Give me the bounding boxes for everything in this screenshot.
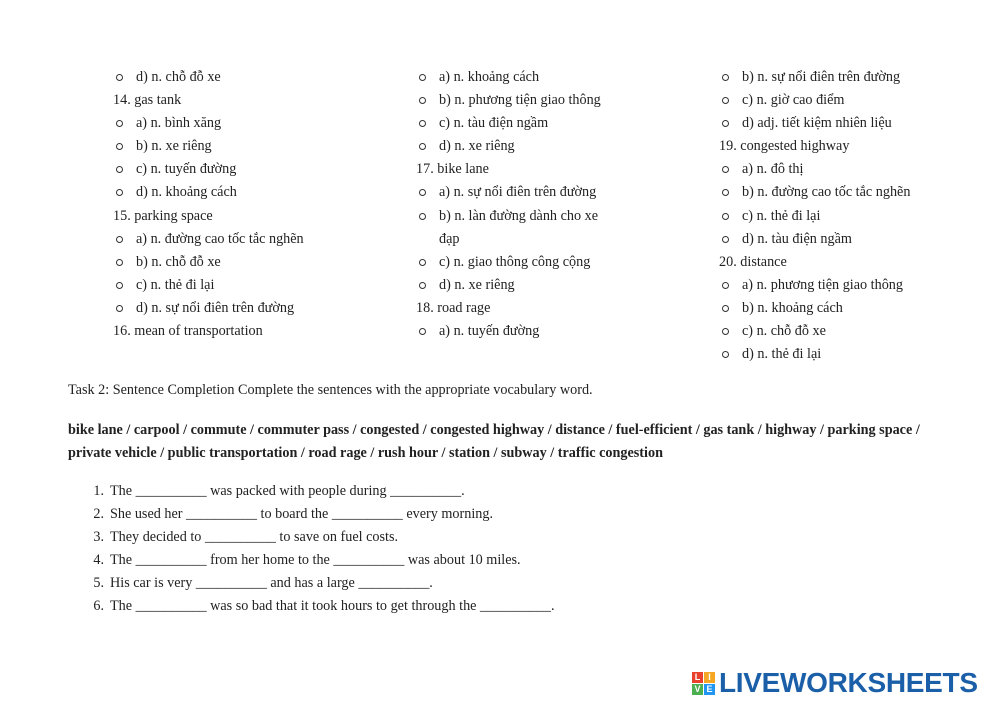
answer-option[interactable] (416, 205, 619, 251)
answer-option[interactable] (719, 205, 999, 228)
answer-option[interactable] (719, 274, 999, 297)
radio-circle-icon[interactable] (722, 305, 729, 312)
answer-option[interactable] (416, 320, 686, 343)
item-text: b) n. chỗ đỗ xe (136, 253, 221, 270)
word-bank: bike lane / carpool / commute / commuter pass / congested / congested highway / distance / fuel-efficient / gas tank / highway / parking space / private vehicle / public transportation / road rage / rush hour / station / subway / traffic congestion (68, 422, 920, 461)
item-text: c) n. chỗ đỗ xe (742, 323, 826, 340)
sentence-text: His car is very __________ and has a large __________. (110, 575, 433, 592)
answer-option[interactable] (113, 274, 413, 297)
radio-circle-icon[interactable] (419, 259, 426, 266)
sentence-item (68, 549, 768, 572)
sentence-item (68, 572, 768, 595)
item-text: b) n. làn đường dành cho xe đạp (439, 207, 598, 247)
item-text: d) n. xe riêng (439, 276, 515, 293)
item-text: a) n. bình xăng (136, 115, 222, 132)
radio-circle-icon[interactable] (722, 74, 729, 81)
sentence-text: The __________ was so bad that it took hours to get through the __________. (110, 598, 555, 615)
item-text: b) n. sự nổi điên trên đường (742, 69, 901, 85)
radio-circle-icon[interactable] (722, 351, 729, 358)
item-text: 15. parking space (113, 207, 213, 224)
item-text: d) adj. tiết kiệm nhiên liệu (742, 115, 892, 132)
logo-icon (692, 672, 715, 695)
item-text: 16. mean of transportation (113, 323, 263, 340)
radio-circle-icon[interactable] (722, 97, 729, 104)
options-column-3 (719, 66, 999, 366)
radio-circle-icon[interactable] (722, 120, 729, 127)
radio-circle-icon[interactable] (419, 74, 426, 81)
answer-option[interactable] (113, 112, 413, 135)
sentence-text: The __________ from her home to the __________ was about 10 miles. (110, 552, 521, 569)
radio-circle-icon[interactable] (722, 189, 729, 196)
radio-circle-icon[interactable] (419, 143, 426, 150)
radio-circle-icon[interactable] (116, 120, 123, 127)
item-text: a) n. tuyến đường (439, 323, 540, 340)
answer-option[interactable] (416, 89, 686, 112)
item-text: 17. bike lane (416, 161, 489, 178)
sentence-text: She used her __________ to board the __________ every morning. (110, 506, 494, 523)
brand-name: LIVEWORKSHEETS (719, 667, 978, 698)
answer-option[interactable] (113, 158, 413, 181)
sentence-item (68, 503, 768, 526)
answer-option[interactable] (719, 343, 999, 366)
item-text: c) n. giao thông công cộng (439, 253, 591, 270)
answer-option[interactable] (113, 228, 413, 251)
radio-circle-icon[interactable] (419, 282, 426, 289)
item-text: c) n. giờ cao điểm (742, 92, 845, 109)
radio-circle-icon[interactable] (419, 213, 426, 220)
radio-circle-icon[interactable] (722, 166, 729, 173)
item-text: a) n. sự nổi điên trên đường (439, 184, 597, 201)
item-text: b) n. xe riêng (136, 138, 212, 155)
logo-letter: I (704, 672, 715, 683)
answer-option[interactable] (719, 158, 999, 181)
radio-circle-icon[interactable] (722, 328, 729, 335)
answer-option[interactable] (113, 66, 413, 89)
sentence-number: 6. (93, 598, 104, 615)
radio-circle-icon[interactable] (722, 213, 729, 220)
radio-circle-icon[interactable] (419, 189, 426, 196)
question-item (113, 89, 413, 112)
logo-letter: E (704, 684, 715, 695)
item-text: c) n. tuyến đường (136, 161, 237, 178)
question-item (719, 251, 999, 274)
answer-option[interactable] (719, 181, 999, 204)
sentence-number: 3. (93, 529, 104, 546)
radio-circle-icon[interactable] (116, 166, 123, 173)
answer-option[interactable] (416, 251, 686, 274)
radio-circle-icon[interactable] (419, 120, 426, 127)
radio-circle-icon[interactable] (116, 143, 123, 150)
radio-circle-icon[interactable] (116, 282, 123, 289)
radio-circle-icon[interactable] (116, 236, 123, 243)
item-text: b) n. khoảng cách (742, 299, 843, 316)
sentence-list (68, 480, 768, 619)
sentence-item (68, 480, 768, 503)
item-text: b) n. phương tiện giao thông (439, 92, 601, 109)
item-text: d) n. xe riêng (439, 138, 515, 155)
answer-option[interactable] (113, 135, 413, 158)
radio-circle-icon[interactable] (116, 259, 123, 266)
item-text: 20. distance (719, 253, 787, 270)
sentence-item (68, 595, 768, 618)
radio-circle-icon[interactable] (722, 236, 729, 243)
radio-circle-icon[interactable] (419, 97, 426, 104)
radio-circle-icon[interactable] (419, 328, 426, 335)
task2-instruction: Task 2: Sentence Completion Complete the sentences with the appropriate vocabulary word. (68, 382, 593, 398)
answer-option[interactable] (416, 66, 686, 89)
sentence-number: 4. (93, 552, 104, 569)
item-text: d) n. tàu điện ngầm (742, 230, 852, 247)
item-text: 18. road rage (416, 299, 491, 316)
item-text: a) n. khoảng cách (439, 69, 540, 85)
question-item (113, 205, 413, 228)
question-item (719, 135, 999, 158)
radio-circle-icon[interactable] (722, 282, 729, 289)
liveworksheets-logo[interactable] (692, 668, 978, 698)
options-column-2 (416, 66, 686, 343)
answer-option[interactable] (416, 274, 686, 297)
answer-option[interactable] (719, 228, 999, 251)
answer-option[interactable] (719, 89, 999, 112)
answer-option[interactable] (416, 135, 686, 158)
question-item (416, 158, 686, 181)
sentence-number: 5. (93, 575, 104, 592)
sentence-number: 2. (93, 506, 104, 523)
answer-option[interactable] (113, 251, 413, 274)
answer-option[interactable] (113, 297, 413, 320)
logo-letter: L (692, 672, 703, 683)
item-text: a) n. đô thị (742, 161, 804, 178)
item-text: a) n. phương tiện giao thông (742, 276, 903, 293)
answer-option[interactable] (113, 181, 413, 204)
item-text: a) n. đường cao tốc tắc nghẽn (136, 230, 304, 247)
item-text: c) n. thẻ đi lại (136, 276, 215, 293)
radio-circle-icon[interactable] (116, 189, 123, 196)
options-column-1 (113, 66, 413, 343)
item-text: c) n. tàu điện ngầm (439, 115, 549, 132)
answer-option[interactable] (719, 112, 999, 135)
item-text: d) n. khoảng cách (136, 184, 237, 201)
answer-option[interactable] (719, 66, 999, 89)
answer-option[interactable] (719, 297, 999, 320)
sentence-text: The __________ was packed with people during __________. (110, 483, 465, 499)
item-text: d) n. thẻ đi lại (742, 346, 822, 363)
item-text: b) n. đường cao tốc tắc nghẽn (742, 184, 911, 201)
answer-option[interactable] (719, 320, 999, 343)
item-text: c) n. thẻ đi lại (742, 207, 821, 224)
sentence-number: 1. (93, 483, 104, 499)
answer-option[interactable] (416, 181, 686, 204)
sentence-text: They decided to __________ to save on fuel costs. (110, 529, 399, 546)
sentence-item (68, 526, 768, 549)
logo-letter: V (692, 684, 703, 695)
question-item (416, 297, 686, 320)
question-item (113, 320, 413, 343)
item-text: 19. congested highway (719, 138, 850, 155)
answer-option[interactable] (416, 112, 686, 135)
radio-circle-icon[interactable] (116, 305, 123, 312)
item-text: d) n. chỗ đỗ xe (136, 69, 221, 85)
item-text: d) n. sự nổi điên trên đường (136, 299, 295, 316)
item-text: 14. gas tank (113, 92, 182, 109)
radio-circle-icon[interactable] (116, 74, 123, 81)
